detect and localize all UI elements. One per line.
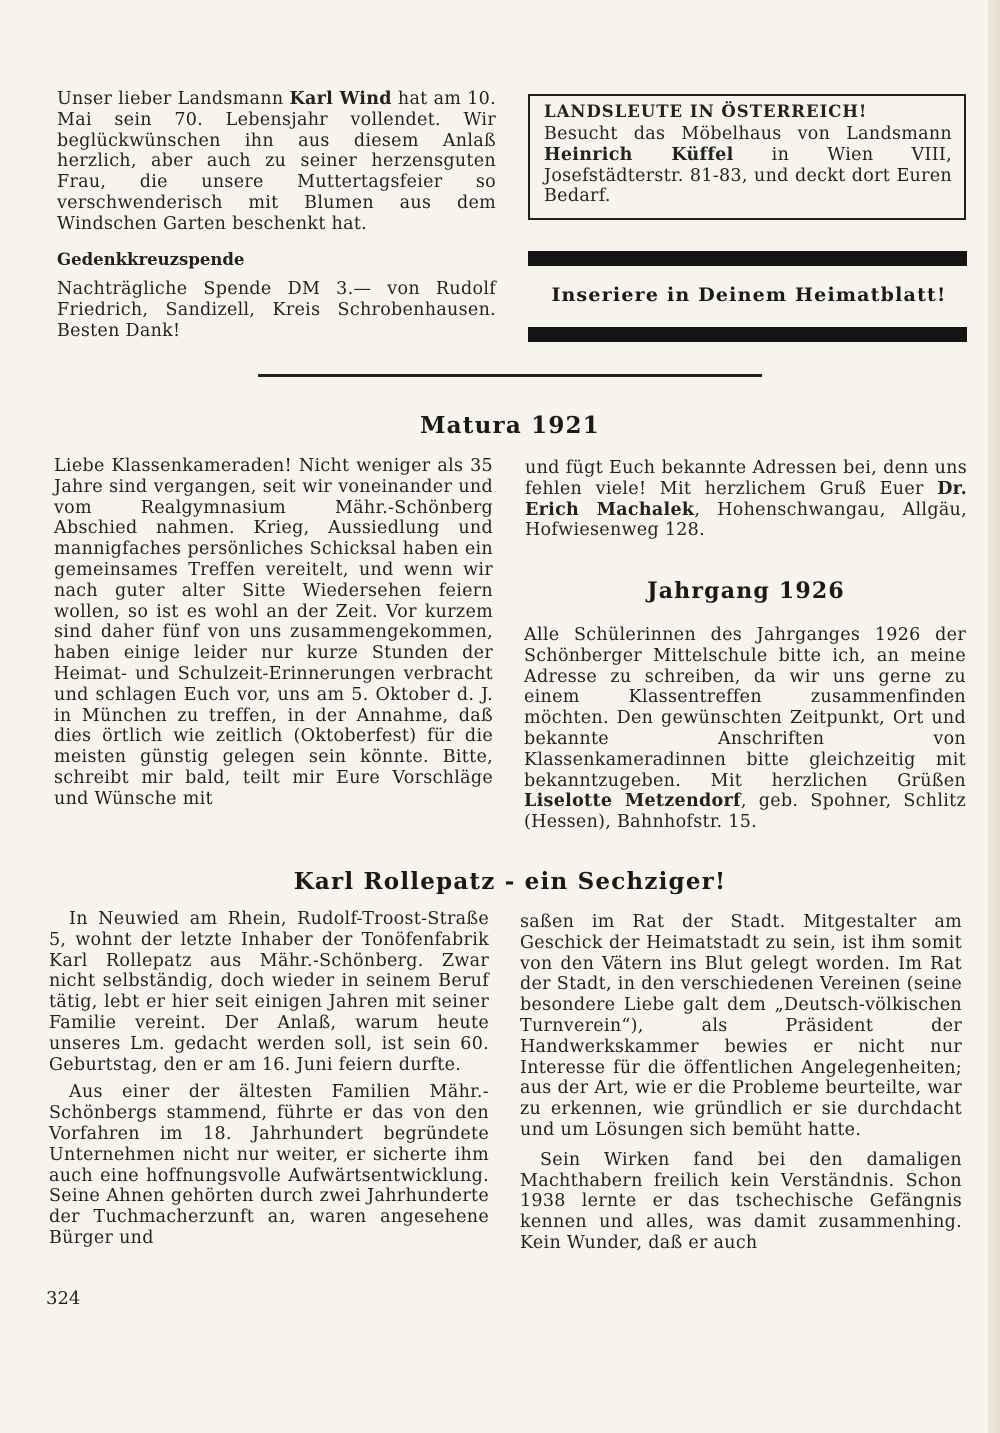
ad-name: Heinrich Küffel [544, 144, 734, 165]
jahrgang-name: Liselotte Metzendorf [524, 791, 741, 812]
matura-col2-text-a: und fügt Euch bekannte Adressen bei, denn uns fehlen viele! Mit herzlichem Gruß Euer [525, 458, 967, 499]
matura-col2 [525, 458, 967, 541]
rollepatz-col2 [520, 912, 962, 1254]
bottom-black-bar [528, 327, 967, 342]
wind-text-b: hat am 10. Mai sein 70. Lebensjahr vollendet. Wir beglückwünschen ihn aus diesem Anlaß herzlich, aber auch zu seiner herzensguten Frau, die unsere Muttertagsfeier so verschwenderisch mit Blumen aus dem Windschen Garten beschenkt hat. [57, 89, 496, 234]
rollepatz-heading: Karl Rollepatz - ein Sechziger! [293, 868, 727, 895]
wind-paragraph [57, 89, 496, 235]
rollepatz-p3: saßen im Rat der Stadt. Mitgestalter am Geschick der Heimatstadt zu sein, ist ihm somit von den Vätern ins Blut gelegt worden. Im Rat der Stadt, in den verschiedenen Vereinen (seine besondere Liebe galt dem „Deutsch-völkischen Turnverein“), als Präsident der Handwerkskammer bewies er nicht nur Interesse für die öffentlichen Angelegenheiten; aus der Art, wie er die Probleme beurteilte, war zu erkennen, wie gründlich er sie durchdacht und um Lösungen sich bemüht hatte. [520, 912, 962, 1140]
matura-name: Dr. Erich Machalek [525, 478, 967, 520]
wind-name: Karl Wind [289, 89, 392, 109]
jahrgang-text-b: , geb. Spohner, Schlitz (Hessen), Bahnhofstr. 15. [524, 791, 966, 833]
ad-text-a: Besucht das Möbelhaus von Landsmann [544, 124, 952, 144]
ad-box-title: LANDSLEUTE IN ÖSTERREICH! [544, 102, 868, 121]
rollepatz-p4: Sein Wirken fand bei den damaligen Machthabern freilich kein Verständnis. Schon 1938 lernte er das tschechische Gefängnis kennen und alles, was damit zusammenhing. Kein Wunder, daß er auch [520, 1149, 962, 1253]
wind-text-a: Unser lieber Landsmann [57, 89, 290, 109]
rollepatz-p1: In Neuwied am Rhein, Rudolf-Troost-Straße 5, wohnt der letzte Inhaber der Tonöfenfabrik Karl Rollepatz aus Mähr.-Schönberg. Zwar nicht selbständig, doch wieder in seinem Beruf tätig, lebt er hier seit einigen Jahren mit seiner Familie vereint. Der Anlaß, warum heute unseres Lm. gedacht werden soll, ist sein 60. Geburtstag, den er am 16. Juni feiern durfte. [49, 909, 489, 1075]
top-black-bar [528, 251, 967, 266]
ad-text-b: in Wien VIII, Josefstädterstr. 81-83, und deckt dort Euren Bedarf. [544, 144, 952, 207]
austria-ad-box [528, 94, 966, 220]
jahrgang-paragraph [524, 625, 966, 833]
gedenk-paragraph: Nachträgliche Spende DM 3.— von Rudolf Friedrich, Sandizell, Kreis Schrobenhausen. Besten Dank! [57, 279, 496, 341]
inserat-slogan: Inseriere in Deinem Heimatblatt! [551, 284, 947, 306]
rollepatz-p2: Aus einer der ältesten Familien Mähr.-Schönbergs stammend, führte er das von den Vorfahren im 18. Jahrhundert begründete Unternehmen nicht nur weiter, er sicherte ihm auch eine hoffnungsvolle Aufwärtsentwicklung. Seine Ahnen gehörten durch zwei Jahrhunderte der Tuchmacherzunft an, waren angesehene Bürger und [49, 1082, 489, 1248]
section-divider [258, 374, 762, 377]
matura-col1: Liebe Klassenkameraden! Nicht weniger als 35 Jahre sind vergangen, seit wir voneinander und vom Realgymnasium Mähr.-Schönberg Abschied nahmen. Krieg, Aussiedlung und mannigfaches persönliches Schicksal haben ein gemeinsames Treffen vereitelt, und wenn wir nach guter alter Sitte Wiedersehen feiern wollen, so ist es wohl an der Zeit. Vor kurzem sind daher fünf von uns zusammengekommen, haben einige leider nur kurze Stunden der Heimat- und Schulzeit-Erinnerungen verbracht und schlagen Euch vor, uns am 5. Oktober d. J. in München zu treffen, in der Annahme, daß dies örtlich wie zeitlich (Oktoberfest) für die meisten günstig gelegen sein könnte. Bitte, schreibt mir bald, teilt mir Eure Vorschläge und Wünsche mit [54, 456, 493, 809]
gedenk-heading: Gedenkkreuzspende [57, 250, 245, 269]
page-edge-shadow [988, 0, 1000, 1433]
jahrgang-text-a: Alle Schülerinnen des Jahrganges 1926 der Schönberger Mittelschule bitte ich, an meine Adresse zu schreiben, da wir uns gerne zu einem Klassentreffen zusammenfinden möchten. Den gewünschten Zeitpunkt, Ort und bekannte Anschriften von Klassenkameradinnen bitte gleichzeitig mit bekanntzugeben. Mit herzlichen Grüßen [524, 625, 966, 791]
ad-box-text [544, 124, 952, 207]
rollepatz-col1 [49, 909, 489, 1249]
jahrgang-heading: Jahrgang 1926 [647, 578, 845, 604]
matura-col2-text-b: , Hohenschwangau, Allgäu, Hofwiesenweg 128. [525, 499, 967, 541]
matura-heading: Matura 1921 [420, 412, 600, 439]
page-number: 324 [46, 1288, 81, 1309]
